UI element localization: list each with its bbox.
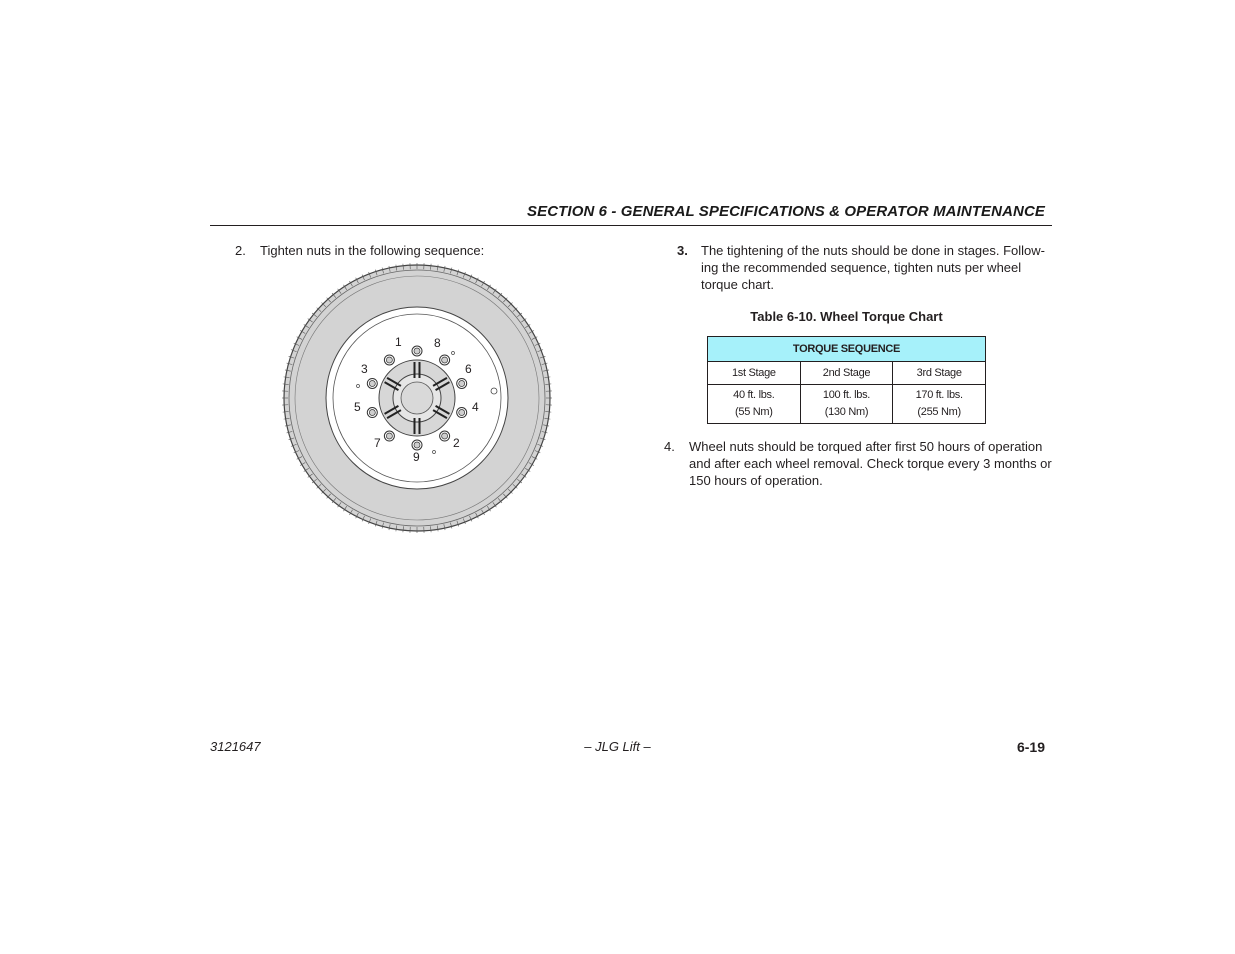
footer-center: – JLG Lift – <box>584 739 651 754</box>
lug-label-6: 6 <box>465 362 472 376</box>
wheel-torque-table <box>707 336 986 424</box>
wheel-illustration <box>280 262 554 534</box>
torque-nm: (130 Nm) <box>824 406 869 418</box>
step-text: The tightening of the nuts should be done in stages. Follow-ing the recommended sequence, tighten nuts per wheel torque chart. <box>701 243 1045 292</box>
page-number: 6-19 <box>1016 739 1045 755</box>
torque-ftlbs: 40 ft. lbs. <box>733 389 775 401</box>
lug-nut <box>367 378 377 388</box>
step-number: 2. <box>235 243 246 258</box>
lug-nut <box>457 408 467 418</box>
torque-ftlbs: 100 ft. lbs. <box>822 389 871 401</box>
section-title: SECTION 6 - GENERAL SPECIFICATIONS & OPERATOR MAINTENANCE <box>527 203 1045 220</box>
step-text: Wheel nuts should be torqued after first 50 hours of operation and after each wheel removal. Check torque every 3 months or 150 hours of operation. <box>689 439 1052 488</box>
lug-nut <box>367 408 377 418</box>
lug-nut <box>384 431 394 441</box>
torque-nm: (55 Nm) <box>735 406 773 418</box>
lug-nut <box>440 355 450 365</box>
torque-value-cell <box>708 385 801 424</box>
step-text: Tighten nuts in the following sequence: <box>260 243 485 258</box>
torque-value-cell <box>893 385 986 424</box>
stage-cell: 2nd Stage <box>800 362 893 385</box>
lug-nut <box>384 355 394 365</box>
wheel-lug-nut-sequence-diagram <box>280 262 554 534</box>
stage-cell: 3rd Stage <box>893 362 986 385</box>
lug-nut <box>457 378 467 388</box>
stage-cell: 1st Stage <box>708 362 801 385</box>
lug-label-1: 1 <box>395 335 402 349</box>
lug-nut <box>412 440 422 450</box>
lug-label-3: 3 <box>361 362 368 376</box>
lug-label-2: 2 <box>453 436 460 450</box>
lug-label-8: 8 <box>434 336 441 350</box>
header-rule <box>210 225 1052 226</box>
table-header-row <box>708 337 986 362</box>
step-number: 4. <box>664 439 675 454</box>
lug-label-4: 4 <box>472 400 479 414</box>
lug-nut <box>440 431 450 441</box>
torque-nm: (255 Nm) <box>917 406 961 418</box>
table-caption: Table 6-10. Wheel Torque Chart <box>750 309 943 324</box>
torque-ftlbs: 170 ft. lbs. <box>915 389 963 401</box>
lug-label-9: 9 <box>413 450 420 464</box>
doc-number: 3121647 <box>210 739 261 754</box>
lug-nut <box>412 346 422 356</box>
table-row <box>708 362 986 385</box>
lug-label-7: 7 <box>374 436 381 450</box>
torque-value-cell <box>800 385 893 424</box>
table-row <box>708 385 986 424</box>
lug-label-5: 5 <box>354 400 361 414</box>
table-header: TORQUE SEQUENCE <box>708 337 986 362</box>
step-number: 3. <box>677 243 688 258</box>
hub-cap <box>401 382 433 414</box>
